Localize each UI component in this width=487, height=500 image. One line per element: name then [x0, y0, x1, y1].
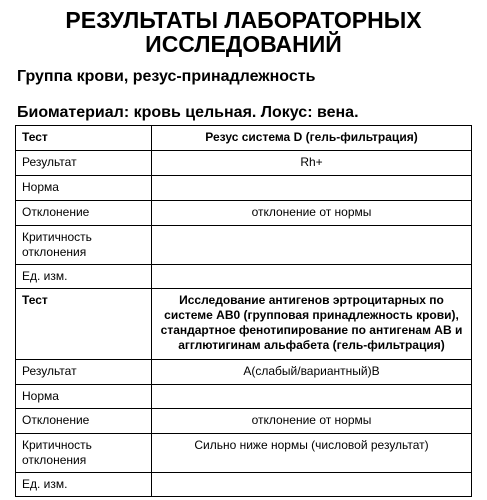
- row-label-units: Ед. изм.: [16, 473, 152, 497]
- row-value-criticality: [152, 226, 472, 265]
- row-label-result: Результат: [16, 360, 152, 385]
- table-row: [16, 385, 472, 409]
- row-value-units: [152, 265, 472, 289]
- test-header-row: [16, 289, 472, 360]
- row-value-norm: [152, 385, 472, 409]
- table-row: [16, 265, 472, 289]
- page-title: [0, 8, 487, 56]
- row-value-deviation: отклонение от нормы: [152, 409, 472, 434]
- table-row: [16, 473, 472, 497]
- row-label-units: Ед. изм.: [16, 265, 152, 289]
- row-label-deviation: Отклонение: [16, 409, 152, 434]
- page-title-line2: ИССЛЕДОВАНИЙ: [145, 31, 342, 57]
- row-label-deviation: Отклонение: [16, 201, 152, 226]
- row-label-criticality: Критичность отклонения: [16, 226, 152, 265]
- test-name-cell: Резус система D (гель-фильтрация): [152, 126, 472, 151]
- row-label-criticality: Критичность отклонения: [16, 434, 152, 473]
- row-value-result: Rh+: [152, 151, 472, 176]
- results-table: [15, 125, 472, 497]
- row-label-result: Результат: [16, 151, 152, 176]
- section-subtitle: Группа крови, резус-принадлежность: [17, 68, 316, 85]
- test-label-cell: Тест: [16, 126, 152, 151]
- biomaterial-line: Биоматериал: кровь цельная. Локус: вена.: [17, 104, 359, 121]
- test-name-cell: Исследование антигенов эртроцитарных по системе AB0 (групповая принадлежность крови), стандартное фенотипирование по антигенам AB и агглютигинам альфабета (гель-фильтрация): [152, 289, 472, 360]
- row-value-deviation: отклонение от нормы: [152, 201, 472, 226]
- table-row: [16, 151, 472, 176]
- table-row: [16, 409, 472, 434]
- table-row: [16, 434, 472, 473]
- row-value-criticality: Сильно ниже нормы (числовой результат): [152, 434, 472, 473]
- table-row: [16, 176, 472, 201]
- row-value-units: [152, 473, 472, 497]
- row-label-norm: Норма: [16, 176, 152, 201]
- test-header-row: [16, 126, 472, 151]
- row-value-norm: [152, 176, 472, 201]
- page-title-line1: РЕЗУЛЬТАТЫ ЛАБОРАТОРНЫХ: [65, 7, 422, 33]
- row-label-norm: Норма: [16, 385, 152, 409]
- row-value-result: A(слабый/вариантный)B: [152, 360, 472, 385]
- table-row: [16, 360, 472, 385]
- table-row: [16, 201, 472, 226]
- test-label-cell: Тест: [16, 289, 152, 360]
- table-row: [16, 226, 472, 265]
